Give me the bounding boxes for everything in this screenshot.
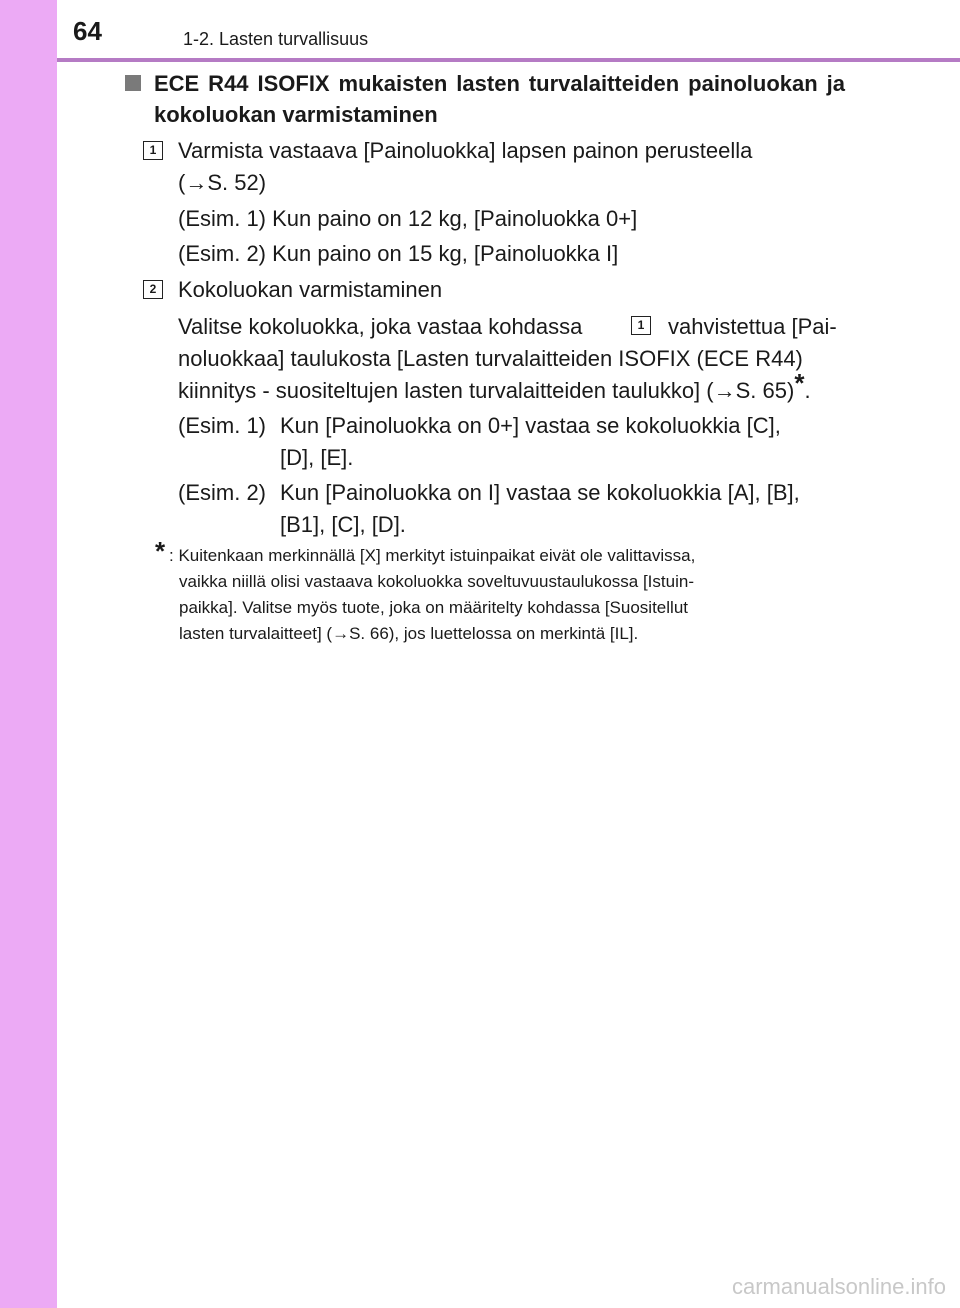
step2-example2-label: (Esim. 2)	[178, 480, 266, 505]
footnote-line: : Kuitenkaan merkinnällä [X] merkityt istuinpaikat eivät ole valittavissa,	[169, 546, 696, 565]
section-title: 1-2. Lasten turvallisuus	[183, 29, 369, 49]
side-color-strip	[0, 0, 57, 1308]
footnote-asterisk: *	[155, 536, 166, 566]
step2-paragraph-line1b: vahvistettua [Pai-	[668, 314, 837, 339]
asterisk-marker: *	[794, 368, 805, 398]
step-number-badge: 2	[143, 280, 163, 299]
step2-example2-line2: [B1], [C], [D].	[280, 512, 406, 537]
step2-paragraph-line3-text: kiinnitys - suositeltujen lasten turvalaitteiden taulukko] (→S. 65)	[178, 378, 795, 403]
step2-paragraph-line3-end: .	[804, 378, 811, 403]
step1-instruction: Varmista vastaava [Painoluokka] lapsen painon perusteella	[178, 138, 753, 163]
step2-example1-label: (Esim. 1)	[178, 413, 266, 438]
watermark: carmanualsonline.info	[731, 1274, 946, 1299]
step1-example-1: (Esim. 1) Kun paino on 12 kg, [Painoluokka 0+]	[178, 206, 638, 231]
page-number: 64	[73, 16, 102, 46]
step-number-badge: 1	[143, 141, 163, 160]
step1-page-reference: (→S. 52)	[178, 170, 267, 195]
step2-paragraph-line1a: Valitse kokoluokka, joka vastaa kohdassa	[178, 314, 583, 339]
step2-example1-line1: Kun [Painoluokka on 0+] vastaa se kokoluokkia [C],	[280, 413, 781, 438]
footnote-line: paikka]. Valitse myös tuote, joka on määritelty kohdassa [Suositellut	[179, 598, 688, 617]
footnote-line: vaikka niillä olisi vastaava kokoluokka soveltuvuustaulukossa [Istuin-	[179, 572, 694, 591]
footnote-line: lasten turvalaitteet] (→S. 66), jos luettelossa on merkintä [IL].	[179, 624, 639, 643]
step2-title: Kokoluokan varmistaminen	[178, 277, 443, 302]
step1-example-2: (Esim. 2) Kun paino on 15 kg, [Painoluokka I]	[178, 241, 619, 266]
section-heading	[125, 68, 845, 130]
square-bullet-icon	[125, 75, 141, 91]
header-divider	[57, 58, 960, 62]
step2-paragraph-line3	[178, 368, 811, 407]
section-heading-text: ECE R44 ISOFIX mukaisten lasten turvalaitteiden painoluokan ja kokoluokan varmistaminen	[154, 71, 845, 127]
step2-example2-line1: Kun [Painoluokka on I] vastaa se kokoluokkia [A], [B],	[280, 480, 800, 505]
step-reference-badge: 1	[631, 316, 651, 335]
step2-example1-line2: [D], [E].	[280, 445, 354, 470]
step2-paragraph-line2: noluokkaa] taulukosta [Lasten turvalaitteiden ISOFIX (ECE R44)	[178, 346, 803, 371]
